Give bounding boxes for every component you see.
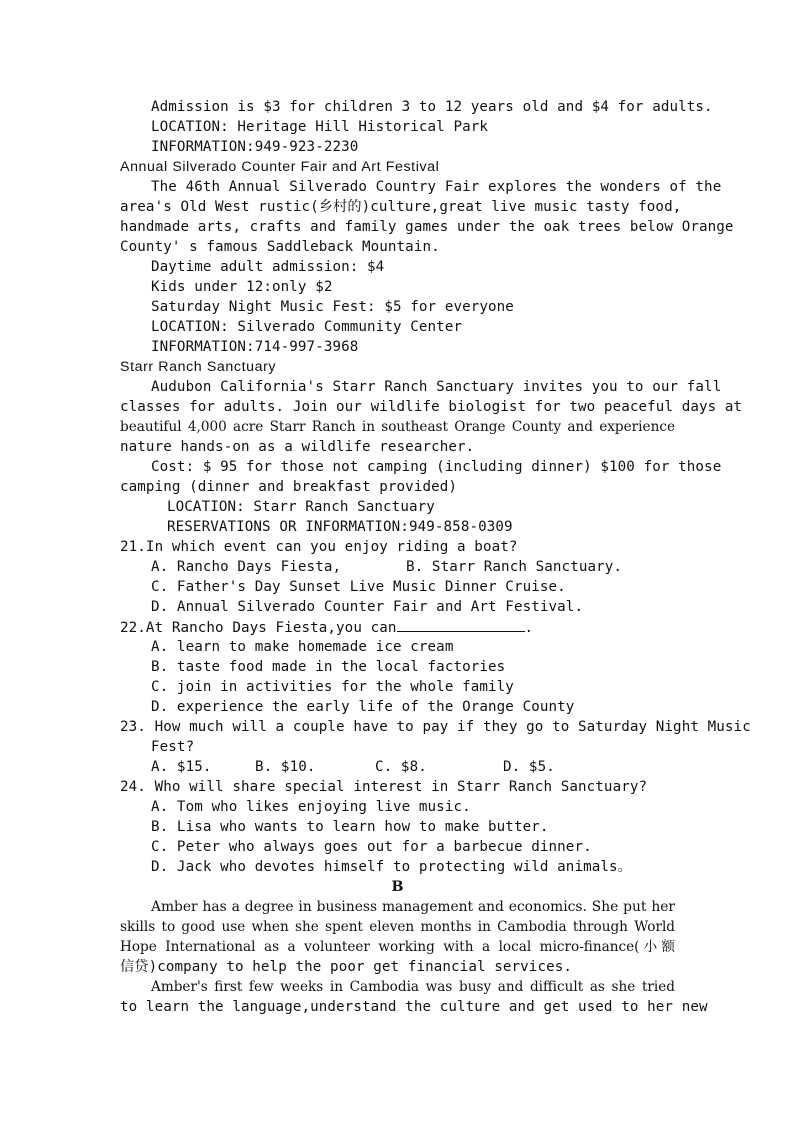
rancho-admission: Admission is $3 for children 3 to 12 years old and $4 for adults. — [151, 99, 713, 115]
silverado-daytime: Daytime adult admission: $4 — [151, 259, 385, 275]
question-22-stem-row — [120, 617, 675, 637]
question-23-options-row — [151, 757, 675, 777]
starr-heading: Starr Ranch Sanctuary — [120, 359, 277, 375]
rancho-location: LOCATION: Heritage Hill Historical Park — [151, 119, 489, 135]
silverado-text-line: area's Old West rustic(乡村的)culture,great live music tasty food, — [120, 199, 682, 215]
starr-text-line: classes for adults. Join our wildlife biologist for two peaceful days at — [120, 399, 743, 415]
starr-cost: camping (dinner and breakfast provided) — [120, 479, 458, 495]
question-24-option-a[interactable]: A. Tom who likes enjoying live music. — [151, 799, 471, 815]
answer-blank — [397, 617, 525, 632]
silverado-text-line: The 46th Annual Silverado Country Fair explores the wonders of the — [151, 179, 722, 195]
question-22-stem-end: . — [524, 620, 534, 636]
starr-text-line: Audubon California's Starr Ranch Sanctuary invites you to our fall — [151, 379, 722, 395]
question-24-stem: 24. Who will share special interest in Starr Ranch Sanctuary? — [120, 779, 648, 795]
passage-b-line: 信贷)company to help the poor get financial services. — [120, 959, 573, 975]
question-21-options-row — [151, 557, 675, 577]
question-24-option-b[interactable]: B. Lisa who wants to learn how to make butter. — [151, 819, 549, 835]
passage-b-line: to learn the language,understand the culture and get used to her new — [120, 999, 708, 1015]
silverado-music-fest: Saturday Night Music Fest: $5 for everyone — [151, 299, 514, 315]
silverado-heading: Annual Silverado Counter Fair and Art Festival — [120, 159, 440, 175]
passage-b-line: skills to good use when she spent eleven months in Cambodia through World — [120, 919, 675, 935]
question-22-stem: 22.At Rancho Days Fiesta,you can — [120, 620, 397, 636]
section-b-label: B — [391, 879, 404, 895]
question-22-option-a[interactable]: A. learn to make homemade ice cream — [151, 639, 454, 655]
passage-b-line: Amber has a degree in business management and economics. She put her — [151, 899, 675, 915]
starr-cost: Cost: $ 95 for those not camping (including dinner) $100 for those — [151, 459, 722, 475]
question-23-option-b[interactable]: B. $10. — [255, 759, 316, 775]
passage-b-line: Hope International as a volunteer working with a local micro-finance(小额 — [120, 939, 675, 955]
silverado-info: INFORMATION:714-997-3968 — [151, 339, 359, 355]
question-23-option-a[interactable]: A. $15. — [151, 759, 212, 775]
question-23-stem: 23. How much will a couple have to pay if they go to Saturday Night Music — [120, 719, 751, 735]
question-22-option-d[interactable]: D. experience the early life of the Orange County — [151, 699, 575, 715]
question-23-stem-cont: Fest? — [151, 739, 195, 755]
question-22-option-b[interactable]: B. taste food made in the local factories — [151, 659, 506, 675]
question-22-option-c[interactable]: C. join in activities for the whole family — [151, 679, 514, 695]
starr-location: LOCATION: Starr Ranch Sanctuary — [167, 499, 435, 515]
question-24-option-d[interactable]: D. Jack who devotes himself to protecting wild animals。 — [151, 859, 632, 875]
question-21-option-d[interactable]: D. Annual Silverado Counter Fair and Art Festival. — [151, 599, 584, 615]
question-23-option-c[interactable]: C. $8. — [375, 759, 427, 775]
silverado-text-line: County' s famous Saddleback Mountain. — [120, 239, 440, 255]
starr-reservations: RESERVATIONS OR INFORMATION:949-858-0309 — [167, 519, 513, 535]
question-24-option-c[interactable]: C. Peter who always goes out for a barbecue dinner. — [151, 839, 592, 855]
silverado-location: LOCATION: Silverado Community Center — [151, 319, 463, 335]
rancho-info: INFORMATION:949-923-2230 — [151, 139, 359, 155]
silverado-text-line: handmade arts, crafts and family games under the oak trees below Orange — [120, 219, 734, 235]
passage-b-line: Amber's first few weeks in Cambodia was busy and difficult as she tried — [151, 979, 675, 995]
question-21-option-c[interactable]: C. Father's Day Sunset Live Music Dinner Cruise. — [151, 579, 566, 595]
silverado-kids: Kids under 12:only $2 — [151, 279, 333, 295]
question-21-stem: 21.In which event can you enjoy riding a boat? — [120, 539, 518, 555]
starr-text-line: nature hands-on as a wildlife researcher. — [120, 439, 475, 455]
question-21-option-b[interactable]: B. Starr Ranch Sanctuary. — [406, 559, 623, 575]
starr-text-line: beautiful 4,000 acre Starr Ranch in southeast Orange County and experience — [120, 419, 675, 435]
question-23-option-d[interactable]: D. $5. — [503, 759, 555, 775]
question-21-option-a[interactable]: A. Rancho Days Fiesta, — [151, 559, 342, 575]
